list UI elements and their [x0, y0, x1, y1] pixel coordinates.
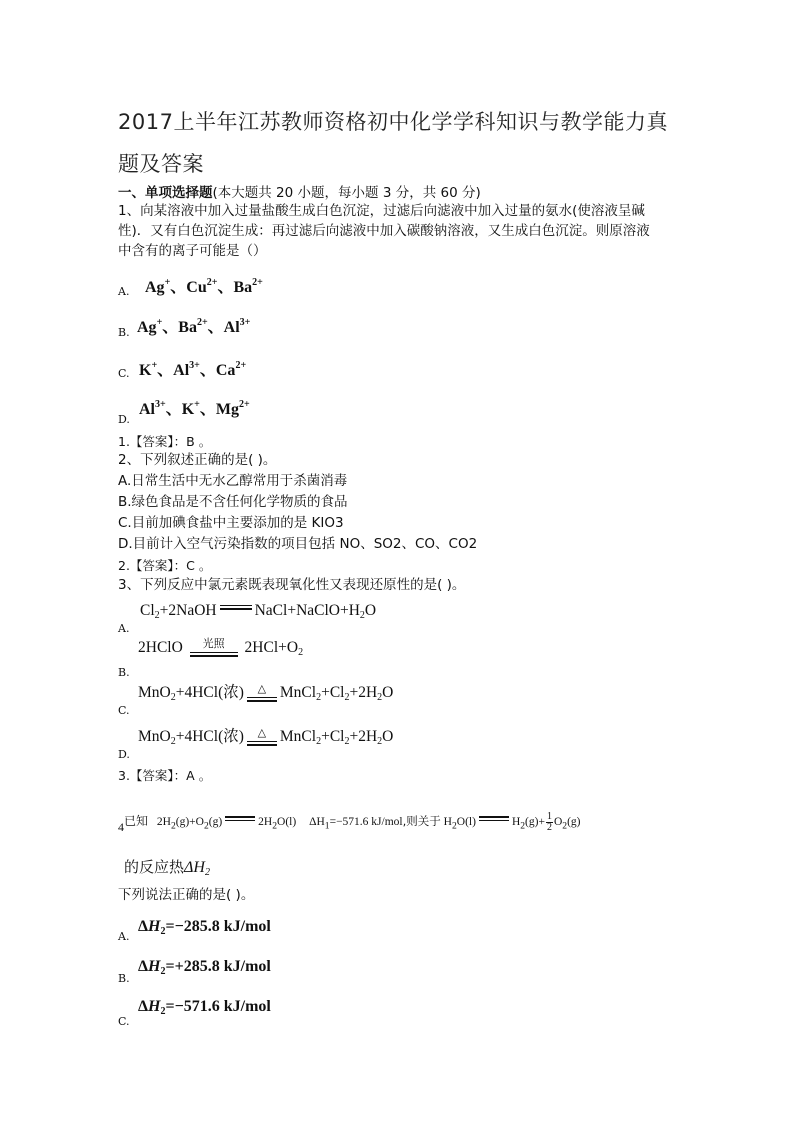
- light-condition: 光照: [190, 638, 238, 659]
- q1-option-a-label: A.: [118, 285, 130, 298]
- q1-option-b: Ag+、$Ba^{2+}$、$Al^{3+}$: [137, 317, 251, 336]
- q2-option-b: B.绿色食品是不含任何化学物质的食品: [118, 494, 348, 510]
- q4-option-a-label: A.: [118, 930, 130, 943]
- page-title-line2: 题及答案: [118, 152, 204, 176]
- q3-answer: 3.【答案】：A 。: [118, 768, 212, 783]
- q1-stem-line2: 性)．又有白色沉淀生成：再过滤后向滤液中加入碳酸钠溶液，又生成白色沉淀。则原溶液: [118, 223, 650, 239]
- q1-option-d-label: D.: [118, 413, 130, 426]
- q4-line2: [124, 856, 210, 878]
- section-note: (本大题共 20 小题，每小题 3 分，共 60 分): [212, 185, 481, 201]
- section-title: 一、单项选择题: [118, 185, 213, 201]
- q4-mid-text: ,则关于: [402, 814, 441, 829]
- page-title-line1: 2017上半年江苏教师资格初中化学学科知识与教学能力真: [118, 110, 668, 134]
- q4-known: 已知: [124, 814, 149, 829]
- q3-option-b-label: B.: [118, 666, 130, 679]
- q4-stem-equation: [118, 812, 580, 833]
- q3-option-d: MnO$_2$+4HCl(浓) △ $MnCl_2+Cl_2+2H_2O$: [138, 726, 394, 747]
- q4-equation-2: $H_2O(l)$ $H_2(g)+$ $\frac{1}{2}$ $O_2(g)$: [443, 811, 581, 833]
- heat-condition: △: [247, 683, 277, 704]
- q4-option-a: $\Delta H_2=-285.8$ kJ/mol: [138, 918, 271, 937]
- q3-option-b: 2HClO 光照 $2HCl+O_2$: [138, 637, 304, 658]
- q4-delta-h1: $\Delta H_1=-571.6$ kJ/mol: [309, 816, 403, 832]
- q4-option-c-label: C.: [118, 1015, 130, 1028]
- q2-option-d: D.目前计入空气污染指数的项目包括 NO、SO2、CO、CO2: [118, 536, 478, 552]
- q1-stem-line3: 中含有的离子可能是（）: [118, 243, 267, 259]
- heat-condition: △: [247, 727, 277, 748]
- q4-line2-prefix: 的反应热: [124, 858, 185, 876]
- q1-stem-line1: 1、向某溶液中加入过量盐酸生成白色沉淀，过滤后向滤液中加入过量的氨水(使溶液呈碱: [118, 203, 645, 219]
- section-heading: [118, 181, 481, 201]
- q3-option-a: $Cl_2+2NaOH$ $NaCl+NaClO+H_2O$: [140, 602, 377, 621]
- q3-option-c-label: C.: [118, 704, 130, 717]
- q3-option-a-label: A.: [118, 622, 130, 635]
- q4-stem: 下列说法正确的是( )。: [118, 887, 255, 903]
- delta-h2-symbol: $\Delta H_2$: [184, 859, 210, 878]
- q2-stem: 2、下列叙述正确的是( )。: [118, 452, 277, 468]
- one-half-fraction: $\frac{1}{2}$: [546, 811, 552, 833]
- q3-option-c: MnO$_2$+4HCl(浓) △ $MnCl_2+Cl_2+2H_2O$: [138, 682, 394, 703]
- equals-sign: [220, 603, 252, 612]
- q4-option-b: $\Delta H_2=+285.8$ kJ/mol: [138, 958, 271, 977]
- q2-option-a: A.日常生活中无水乙醇常用于杀菌消毒: [118, 473, 348, 489]
- q1-answer: 1.【答案】：B 。: [118, 434, 212, 449]
- q4-option-b-label: B.: [118, 972, 130, 985]
- q4-equation-1: $2H_2(g)+O_2(g)$ $2H_2O(l)$: [156, 816, 297, 832]
- q1-option-d: $Al^{3+}$、K+、$Mg^{2+}$: [139, 399, 250, 418]
- q2-option-c: C.目前加碘食盐中主要添加的是 KIO3: [118, 515, 344, 531]
- q1-option-c-label: C.: [118, 367, 130, 380]
- q1-option-c: K+、$Al^{3+}$、$Ca^{2+}$: [139, 360, 247, 379]
- q2-answer: 2.【答案】：C 。: [118, 558, 212, 573]
- q4-number: 4: [118, 820, 124, 835]
- q4-option-c: $\Delta H_2=-571.6$ kJ/mol: [138, 998, 271, 1017]
- q1-option-a: Ag+、$Cu^{2+}$、$Ba^{2+}$: [145, 277, 263, 296]
- q3-stem: 3、下列反应中氯元素既表现氧化性又表现还原性的是( )。: [118, 577, 466, 593]
- q3-option-d-label: D.: [118, 748, 130, 761]
- q1-option-b-label: B.: [118, 326, 130, 339]
